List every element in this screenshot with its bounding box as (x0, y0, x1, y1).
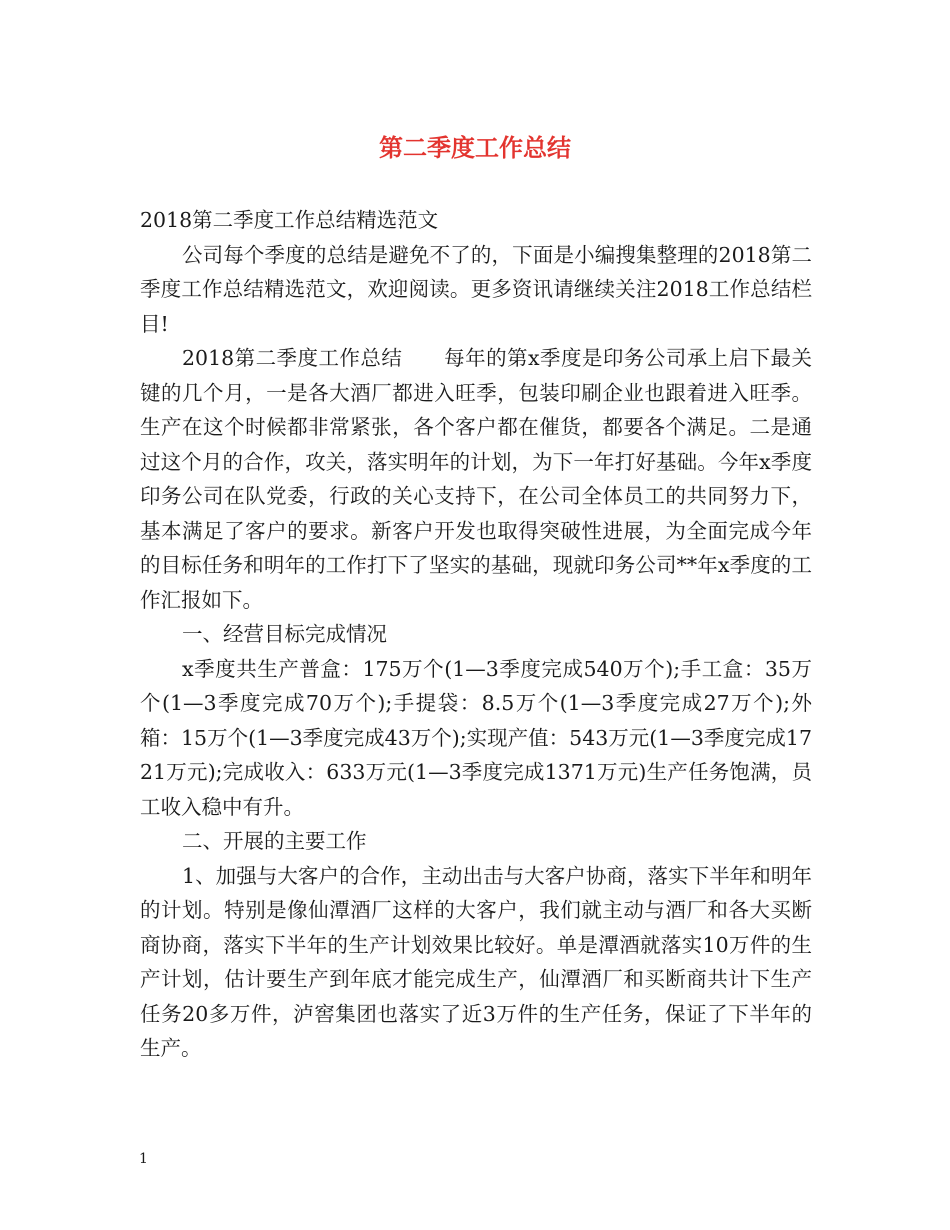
overview-paragraph: 2018第二季度工作总结 每年的第x季度是印务公司承上启下最关键的几个月，一是各大酒厂都进入旺季，包装印刷企业也跟着进入旺季。生产在这个时候都非常紧张，各个客户都在催货，都要各个满足。二是通过这个月的合作，攻关，落实明年的计划，为下一年打好基础。今年x季度印务公司在队党委，行政的关心支持下，在公司全体员工的共同努力下，基本满足了客户的要求。新客户开发也取得突破性进展，为全面完成今年的目标任务和明年的工作打下了坚实的基础，现就印务公司**年x季度的工作汇报如下。 (140, 346, 812, 612)
main-work-item-1: 1、加强与大客户的合作，主动出击与大客户协商，落实下半年和明年的计划。特别是像仙潭酒厂这样的大客户，我们就主动与酒厂和各大买断商协商，落实下半年的生产计划效果比较好。单是潭酒就落实10万件的生产计划，估计要生产到年底才能完成生产，仙潭酒厂和买断商共计下生产任务20多万件，泸窖集团也落实了近3万件的生产任务，保证了下半年的生产。 (140, 863, 812, 1060)
intro-paragraph: 公司每个季度的总结是避免不了的，下面是小编搜集整理的2018第二季度工作总结精选范文，欢迎阅读。更多资讯请继续关注2018工作总结栏目! (140, 242, 812, 336)
document-title: 第二季度工作总结 (379, 133, 571, 162)
business-targets-paragraph: x季度共生产普盒：175万个(1—3季度完成540万个);手工盒：35万个(1—3季度完成70万个);手提袋：8.5万个(1—3季度完成27万个);外箱：15万个(1—3季度完成43万个);实现产值：543万元(1—3季度完成1721万元);完成收入：633万元(1—3季度完成1371万元)生产任务饱满，员工收入稳中有升。 (140, 656, 812, 819)
document-body (140, 203, 812, 1066)
document-subtitle: 2018第二季度工作总结精选范文 (140, 208, 439, 232)
section-heading-business-targets: 一、经营目标完成情况 (182, 622, 387, 646)
section-heading-main-work: 二、开展的主要工作 (182, 829, 367, 853)
page-number: 1 (139, 1151, 148, 1167)
